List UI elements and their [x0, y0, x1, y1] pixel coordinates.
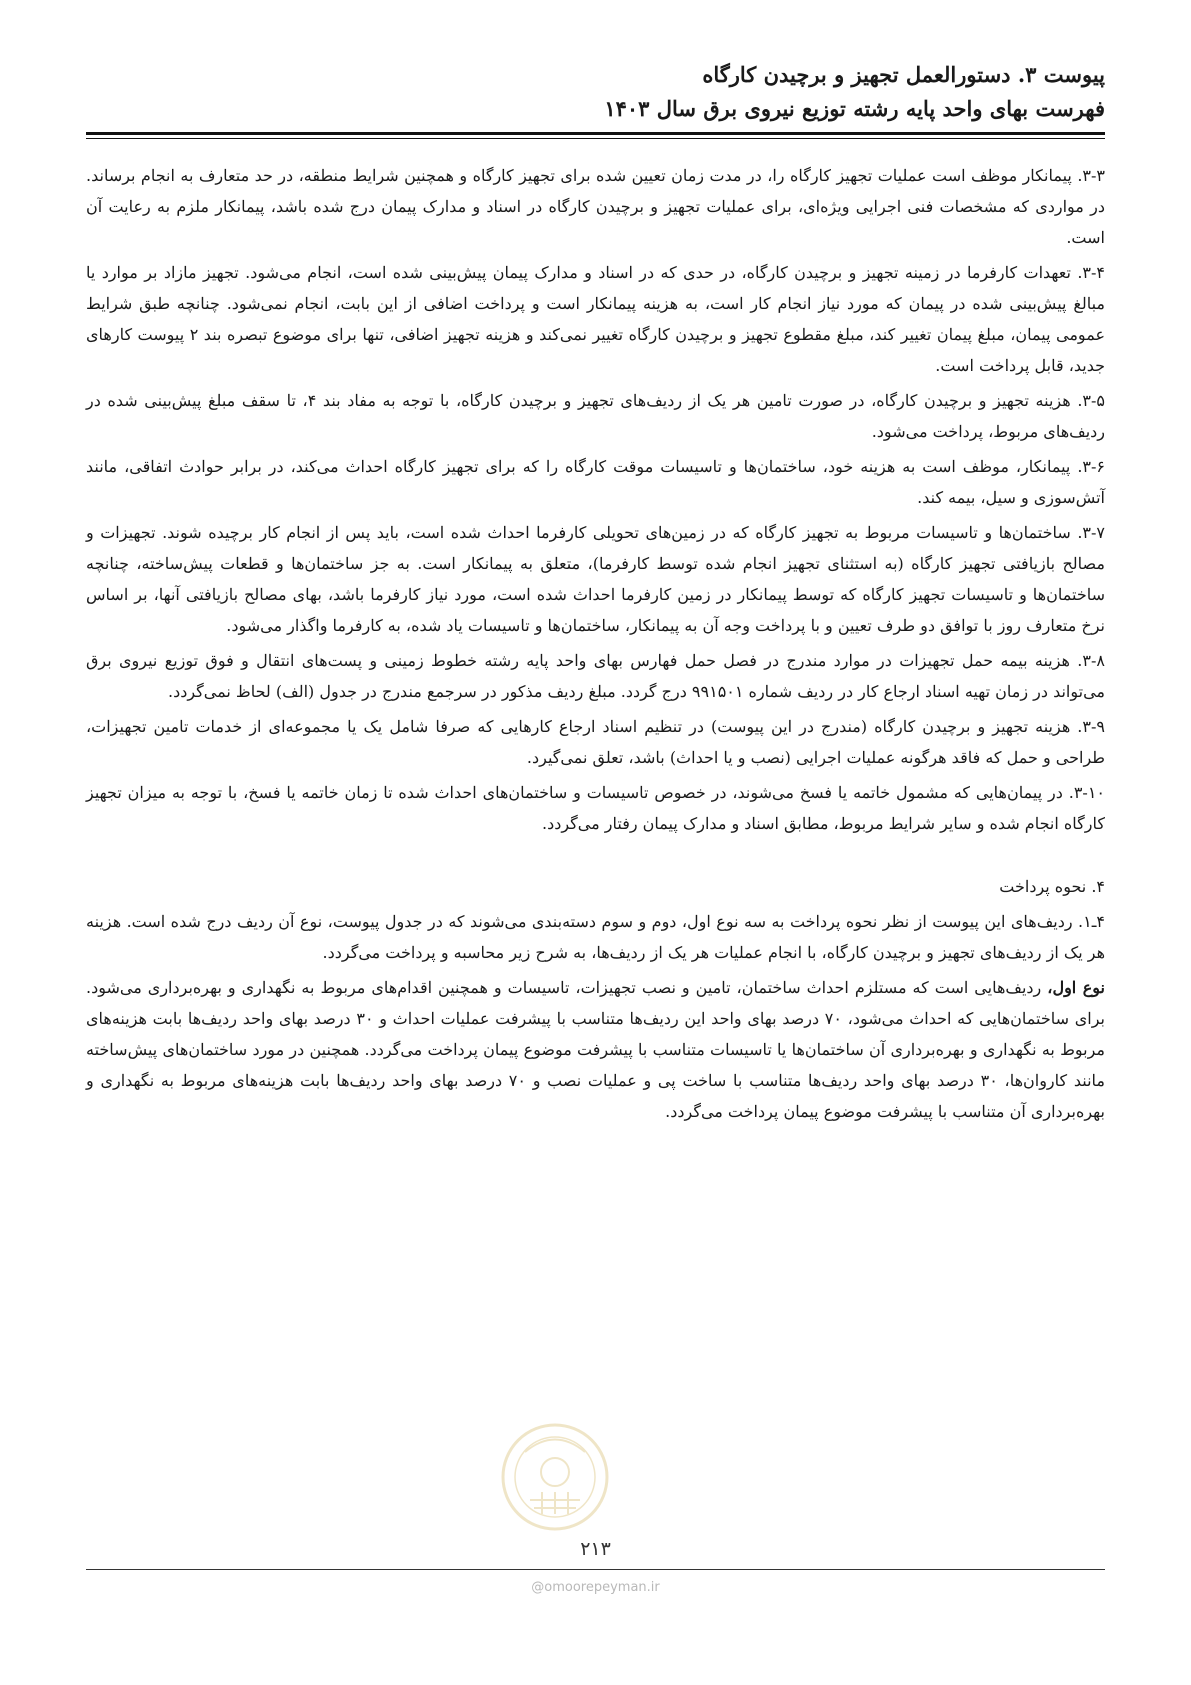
paragraph-3-4: ۳-۴. تعهدات کارفرما در زمینه تجهیز و برچیدن کارگاه، در حدی که در اسناد و مدارک پیمان پیش‌بینی شده است، انجام می‌شود. تجهیز مازاد بر موارد یا مبالغ پیش‌بینی شده در پیمان که مورد نیاز انجام کار است، به هزینه پیمانکار است و پرداخت اضافی از این بابت، انجام نمی‌شود. چنانچه طبق شرایط عمومی پیمان، مبلغ پیمان تغییر کند، مبلغ مقطوع تجهیز و برچیدن کارگاه تغییر نمی‌کند و هزینه تجهیز اضافی، تنها برای موضوع تبصره بند ۲ پیوست کارهای جدید، قابل پرداخت است.	[86, 263, 1105, 375]
type-one-label: نوع اول،	[1047, 978, 1105, 997]
paragraph-3-8: ۳-۸. هزینه بیمه حمل تجهیزات در موارد مندرج در فصل حمل فهارس بهای واحد پایه رشته خطوط زمینی و پست‌های انتقال و فوق توزیع نیروی برق می‌تواند در زمان تهیه اسناد ارجاع کار در ردیف شماره ۹۹۱۵۰۱ درج گردد. مبلغ ردیف مذکور در سرجمع مندرج در جدول (الف) لحاظ نمی‌گردد.	[86, 651, 1105, 701]
document-body	[86, 160, 1105, 1131]
header-title-line1: پیوست ۳. دستورالعمل تجهیز و برچیدن کارگاه	[702, 62, 1105, 87]
header-title-line2: فهرست بهای واحد پایه رشته توزیع نیروی برق سال ۱۴۰۳	[604, 96, 1105, 121]
paragraph-3-9: ۳-۹. هزینه تجهیز و برچیدن کارگاه (مندرج در این پیوست) در تنظیم اسناد ارجاع کارهایی که صرفا شامل یک یا مجموعه‌ای از خدمات تامین تجهیزات، طراحی و حمل که فاقد هرگونه عملیات اجرایی (نصب و یا احداث) باشد، تعلق نمی‌گیرد.	[86, 717, 1105, 767]
footer-rule	[86, 1569, 1105, 1570]
header-rule-thin	[86, 138, 1105, 139]
paragraph-3-10: ۳-۱۰. در پیمان‌هایی که مشمول خاتمه یا فسخ می‌شوند، در خصوص تاسیسات و ساختمان‌های احداث شده تا زمان خاتمه یا فسخ، با توجه به میزان تجهیز کارگاه انجام شده و سایر شرایط مربوط، مطابق اسناد و مدارک پیمان رفتار می‌گردد.	[86, 783, 1105, 833]
header-rule-thick	[86, 132, 1105, 135]
paragraph-4-1: ۴ـ۱. ردیف‌های این پیوست از نظر نحوه پرداخت به سه نوع اول، دوم و سوم دسته‌بندی می‌شوند که در جدول پیوست، نوع آن ردیف درج شده است. هزینه هر یک از ردیف‌های تجهیز و برچیدن کارگاه، با انجام عملیات هر یک از ردیف‌ها، به شرح زیر محاسبه و پرداخت می‌گردد.	[86, 912, 1106, 962]
page-header	[86, 58, 1105, 126]
page-number: ۲۱۳	[580, 1538, 611, 1560]
paragraph-3-7: ۳-۷. ساختمان‌ها و تاسیسات مربوط به تجهیز کارگاه که در زمین‌های تحویلی کارفرما احداث شده است، باید پس از انجام کار برچیده شوند. تجهیزات و مصالح بازیافتی تجهیز کارگاه (به استثنای تجهیز انجام شده توسط کارفرما)، متعلق به پیمانکار است. به جز ساختمان‌ها و قطعات پیش‌ساخته، چنانچه ساختمان‌ها و تاسیسات تجهیز کارگاه که توسط پیمانکار در زمین کارفرما احداث شده است، مورد نیاز کارفرما باشد، بهای مصالح بازیافتی آنها، بر اساس نرخ متعارف روز با توافق دو طرف تعیین و با پرداخت وجه آن به پیمانکار، ساختمان‌ها و تاسیسات یاد شده، به کارفرما واگذار می‌شود.	[86, 523, 1105, 635]
seal-stamp-icon	[500, 1422, 610, 1532]
paragraph-3-6: ۳-۶. پیمانکار، موظف است به هزینه خود، ساختمان‌ها و تاسیسات موقت کارگاه را که برای تجهیز کارگاه احداث می‌کند، در برابر حوادث اتفاقی، مانند آتش‌سوزی و سیل، بیمه کند.	[86, 457, 1105, 507]
section-4-heading: ۴. نحوه پرداخت	[999, 877, 1105, 896]
paragraph-3-3: ۳-۳. پیمانکار موظف است عملیات تجهیز کارگاه را، در مدت زمان تعیین شده برای تجهیز کارگاه و همچنین شرایط منطقه، در حد متعارف به انجام برساند. در مواردی که مشخصات فنی اجرایی ویژه‌ای، برای عملیات تجهیز و برچیدن کارگاه در اسناد و مدارک پیمان درج شده باشد، پیمانکار ملزم به رعایت آن است.	[86, 166, 1105, 247]
watermark-text: @omoorepeyman.ir	[531, 1580, 660, 1595]
paragraph-3-5: ۳-۵. هزینه تجهیز و برچیدن کارگاه، در صورت تامین هر یک از ردیف‌های تجهیز و برچیدن کارگاه، با توجه به مفاد بند ۴، تا سقف مبلغ پیش‌بینی شده در ردیف‌های مربوط، پرداخت می‌شود.	[86, 391, 1105, 441]
type-one-text: ردیف‌هایی است که مستلزم احداث ساختمان، تامین و نصب تجهیزات، تاسیسات و همچنین اقدام‌های مربوط به نگهداری و بهره‌برداری می‌شود. برای ساختمان‌هایی که احداث می‌شود، ۷۰ درصد بهای واحد این ردیف‌ها متناسب با پیشرفت عملیات احداث و ۳۰ درصد بهای واحد ردیف‌ها بابت هزینه‌های مربوط به نگهداری و بهره‌برداری آن ساختمان‌ها یا تاسیسات متناسب با پیشرفت موضوع پیمان پرداخت می‌گردد. همچنین در مورد ساختمان‌های پیش‌ساخته مانند کاروان‌ها، ۳۰ درصد بهای واحد ردیف‌ها متناسب با ساخت پی و عملیات نصب و ۷۰ درصد بهای واحد ردیف‌ها بابت هزینه‌های مربوط به نگهداری و بهره‌برداری آن متناسب با پیشرفت موضوع پیمان پرداخت می‌گردد.	[86, 978, 1105, 1121]
paragraph-type-one	[86, 972, 1105, 1127]
